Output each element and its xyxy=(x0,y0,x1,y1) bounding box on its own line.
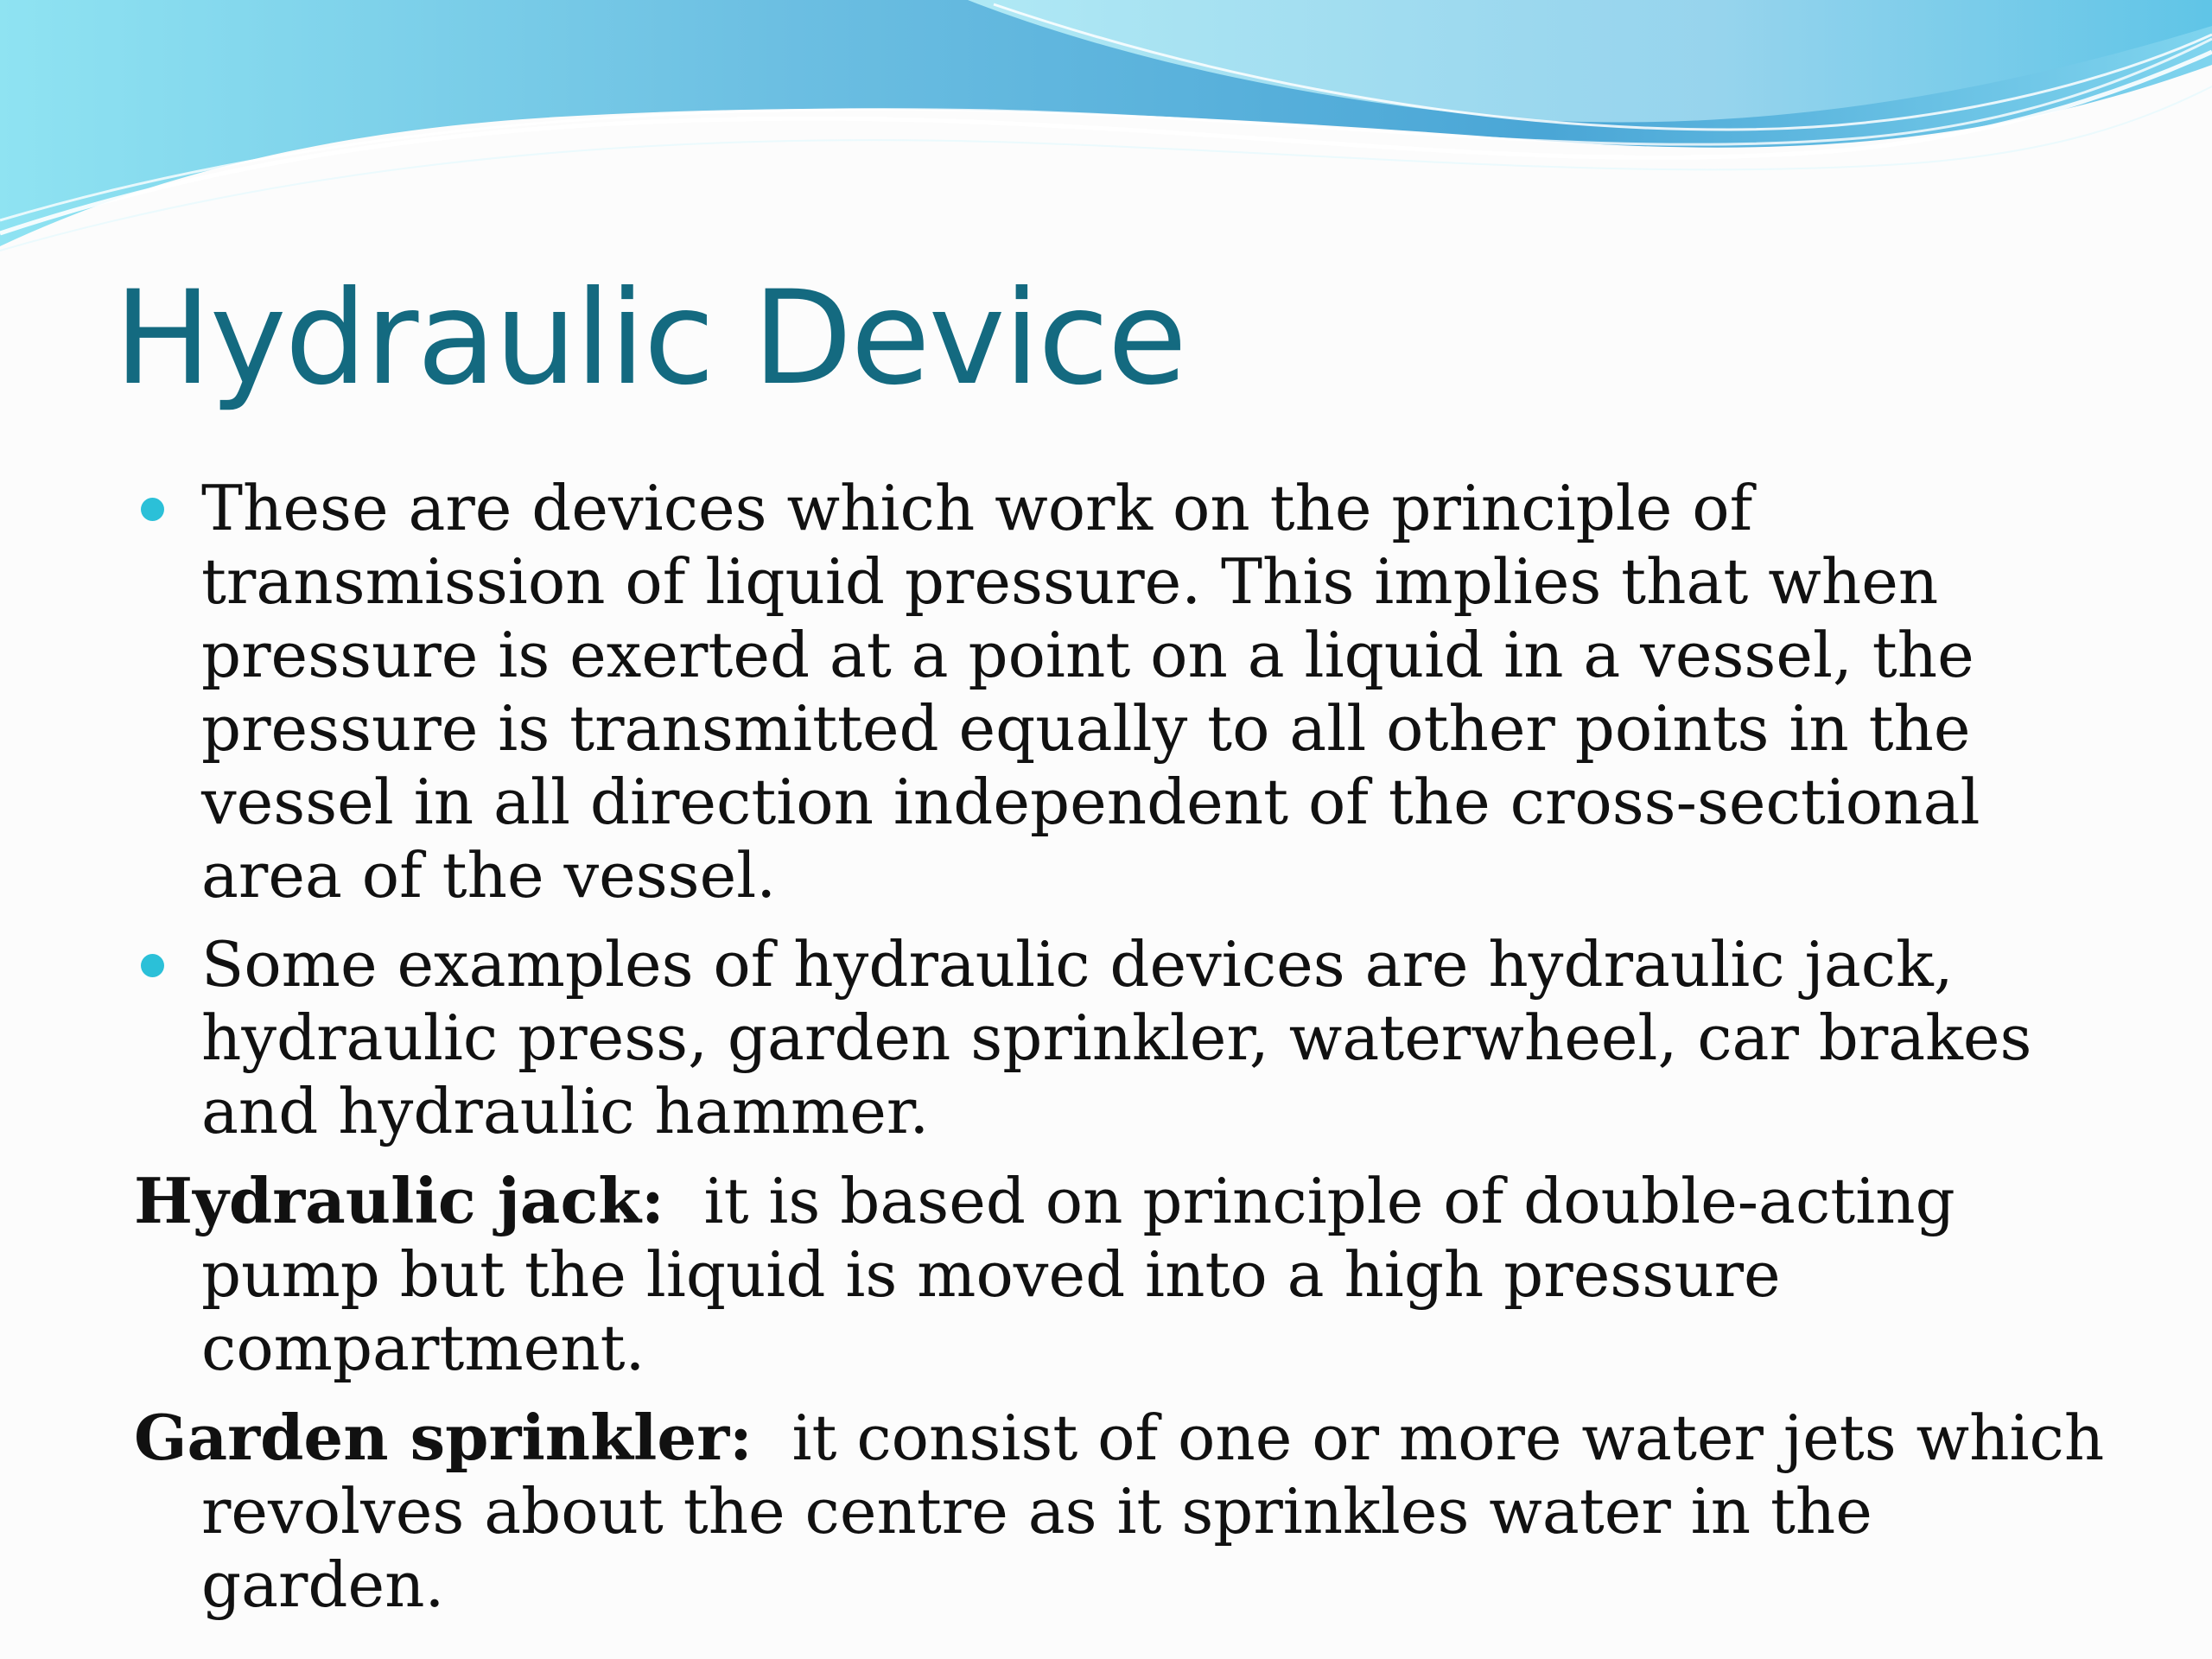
bullet-item-examples xyxy=(134,928,2113,1148)
bullet-text: These are devices which work on the principle of transmission of liquid pressure. This implies that when pressure is exerted at a point on a liquid in a vessel, the pressure is transmitted equally to all other points in the vessel in all direction independent of the cross-sectional area of the vessel. xyxy=(201,472,1980,912)
definition-garden-sprinkler xyxy=(134,1401,2113,1622)
definition-hydraulic-jack xyxy=(134,1164,2113,1385)
bullet-dot-icon xyxy=(141,954,164,977)
bullet-item-transmission xyxy=(134,472,2113,912)
definition-text: it consist of one or more water jets which revolves about the centre as it sprinkles water in the garden. xyxy=(201,1402,2105,1621)
slide-body xyxy=(134,472,2113,1637)
definition-term: Hydraulic jack: xyxy=(134,1164,664,1237)
slide-title: Hydraulic Device xyxy=(114,264,1185,414)
bullet-text: Some examples of hydraulic devices are hydraulic jack, hydraulic press, garden sprinkler, waterwheel, car brakes and hydraulic hammer. xyxy=(201,928,2032,1147)
header-wave-decoration xyxy=(0,0,2212,259)
bullet-dot-icon xyxy=(141,498,164,521)
definition-text: it is based on principle of double-acting pump but the liquid is moved into a high pressure compartment. xyxy=(201,1165,1955,1384)
definition-term: Garden sprinkler: xyxy=(134,1401,753,1474)
